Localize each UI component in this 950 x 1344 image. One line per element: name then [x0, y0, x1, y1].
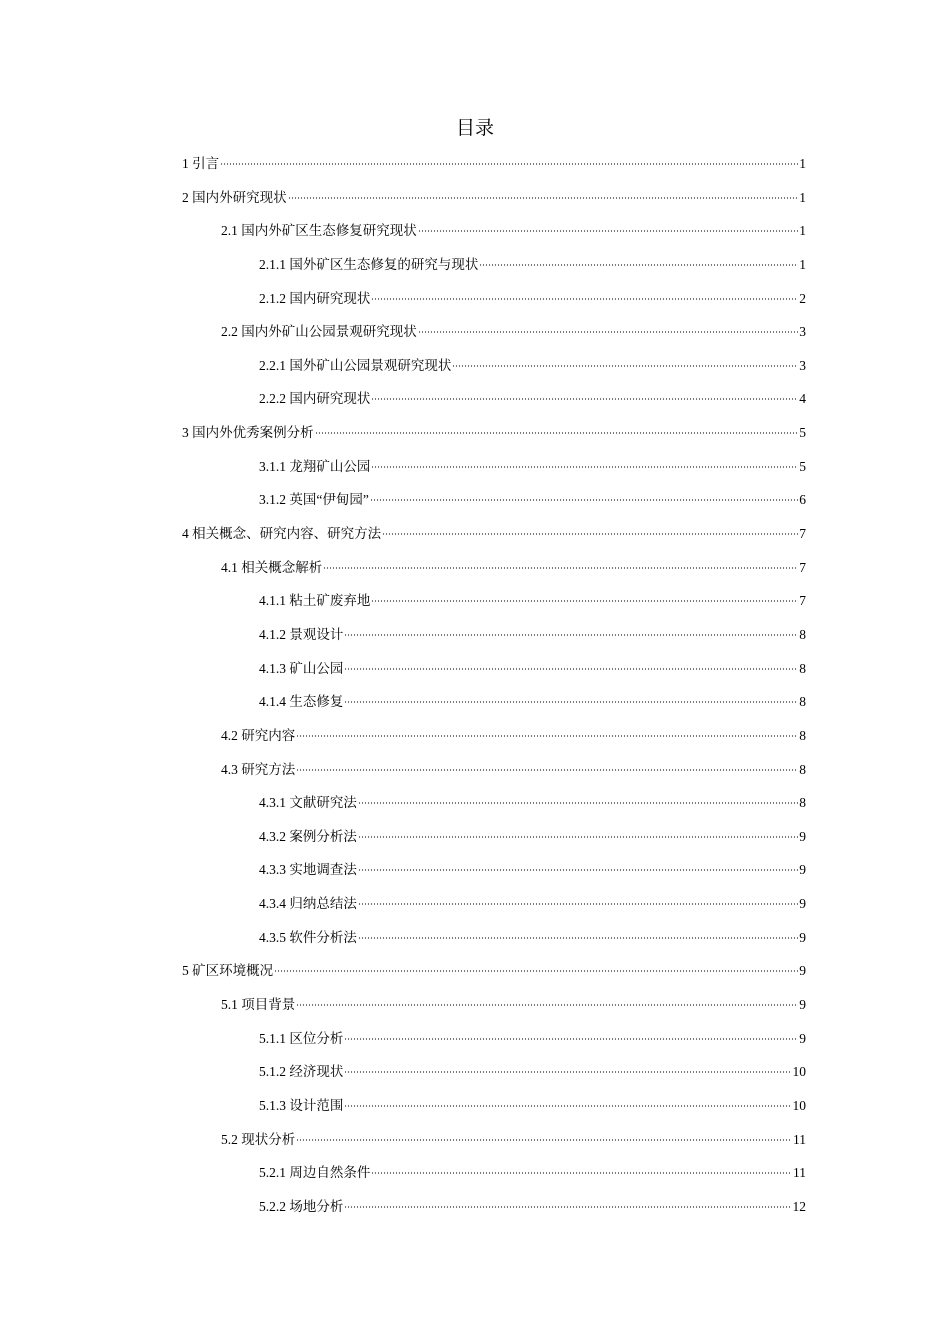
dot-leader — [220, 163, 798, 165]
toc-entry-page-number: 11 — [793, 1131, 806, 1147]
toc-list — [182, 152, 806, 1229]
toc-entry-page-number: 1 — [799, 256, 806, 272]
toc-entry-label: 4.1.2 景观设计 — [259, 626, 344, 642]
toc-entry-label: 5.1.2 经济现状 — [259, 1064, 344, 1080]
toc-entry-label: 3.1.2 英国“伊甸园” — [259, 492, 369, 508]
dot-leader — [288, 197, 799, 199]
dot-leader — [274, 970, 798, 972]
toc-entry-label: 5.2.2 场地分析 — [259, 1198, 344, 1214]
toc-entry-page-number: 1 — [799, 189, 806, 205]
toc-entry-page-number: 9 — [799, 896, 806, 912]
dot-leader — [479, 264, 798, 266]
dot-leader — [296, 1139, 792, 1141]
toc-entry-label: 2.2.1 国外矿山公园景观研究现状 — [259, 357, 452, 373]
toc-entry[interactable] — [182, 455, 806, 489]
toc-entry-label: 5.2.1 周边自然条件 — [259, 1165, 371, 1181]
toc-entry[interactable] — [182, 1195, 806, 1229]
toc-entry-label: 4.3.2 案例分析法 — [259, 828, 357, 844]
toc-entry-page-number: 8 — [799, 694, 806, 710]
toc-entry[interactable] — [182, 152, 806, 186]
toc-entry-page-number: 4 — [799, 391, 806, 407]
toc-entry-label: 5.2 现状分析 — [221, 1131, 296, 1147]
dot-leader — [370, 499, 798, 501]
toc-entry-label: 4.1 相关概念解析 — [221, 559, 323, 575]
toc-entry[interactable] — [182, 387, 806, 421]
toc-entry[interactable] — [182, 219, 806, 253]
dot-leader — [344, 1206, 791, 1208]
toc-entry-page-number: 9 — [799, 1030, 806, 1046]
toc-entry[interactable] — [182, 522, 806, 556]
toc-entry[interactable] — [182, 825, 806, 859]
toc-entry-label: 4.3.4 归纳总结法 — [259, 896, 357, 912]
toc-entry[interactable] — [182, 354, 806, 388]
toc-entry[interactable] — [182, 421, 806, 455]
toc-entry-label: 5 矿区环境概况 — [182, 963, 274, 979]
toc-entry-page-number: 9 — [799, 963, 806, 979]
dot-leader — [418, 230, 799, 232]
toc-entry[interactable] — [182, 858, 806, 892]
toc-entry-label: 4.1.3 矿山公园 — [259, 660, 344, 676]
dot-leader — [371, 398, 798, 400]
toc-entry[interactable] — [182, 623, 806, 657]
toc-entry[interactable] — [182, 320, 806, 354]
dot-leader — [371, 1172, 792, 1174]
toc-entry-label: 5.1.1 区位分析 — [259, 1030, 344, 1046]
toc-entry-page-number: 8 — [799, 761, 806, 777]
toc-entry[interactable] — [182, 556, 806, 590]
toc-entry-label: 2.1 国内外矿区生态修复研究现状 — [221, 223, 417, 239]
toc-entry-page-number: 12 — [792, 1198, 806, 1214]
toc-entry-label: 4.2 研究内容 — [221, 727, 296, 743]
dot-leader — [452, 365, 798, 367]
toc-entry-page-number: 3 — [799, 324, 806, 340]
toc-entry[interactable] — [182, 1094, 806, 1128]
dot-leader — [358, 937, 798, 939]
dot-leader — [382, 533, 798, 535]
toc-entry-page-number: 8 — [799, 660, 806, 676]
toc-entry[interactable] — [182, 1027, 806, 1061]
dot-leader — [358, 903, 798, 905]
dot-leader — [371, 600, 798, 602]
toc-entry-page-number: 8 — [799, 626, 806, 642]
toc-entry-page-number: 1 — [799, 156, 806, 171]
toc-entry-label: 4.3.3 实地调查法 — [259, 862, 357, 878]
toc-entry-label: 2.1.2 国内研究现状 — [259, 290, 371, 306]
toc-entry-page-number: 9 — [799, 929, 806, 945]
toc-entry-page-number: 9 — [799, 997, 806, 1013]
dot-leader — [344, 1071, 791, 1073]
toc-entry-page-number: 6 — [799, 492, 806, 508]
dot-leader — [371, 298, 798, 300]
dot-leader — [344, 634, 798, 636]
toc-entry-page-number: 10 — [792, 1097, 806, 1113]
toc-entry-page-number: 3 — [799, 357, 806, 373]
toc-entry-page-number: 7 — [799, 526, 806, 542]
toc-entry-label: 2.1.1 国外矿区生态修复的研究与现状 — [259, 256, 479, 272]
toc-entry-label: 3 国内外优秀案例分析 — [182, 425, 314, 441]
toc-entry[interactable] — [182, 1161, 806, 1195]
toc-entry[interactable] — [182, 186, 806, 220]
dot-leader — [358, 836, 798, 838]
toc-entry-page-number: 5 — [799, 458, 806, 474]
toc-entry-label: 3.1.1 龙翔矿山公园 — [259, 458, 371, 474]
toc-entry-label: 5.1.3 设计范围 — [259, 1097, 344, 1113]
toc-entry[interactable] — [182, 724, 806, 758]
toc-entry[interactable] — [182, 791, 806, 825]
toc-entry-page-number: 11 — [793, 1165, 806, 1181]
toc-entry-label: 4.3.5 软件分析法 — [259, 929, 357, 945]
dot-leader — [296, 769, 798, 771]
toc-entry-page-number: 7 — [799, 559, 806, 575]
toc-entry-label: 2.2 国内外矿山公园景观研究现状 — [221, 324, 417, 340]
dot-leader — [323, 567, 798, 569]
toc-entry-page-number: 9 — [799, 828, 806, 844]
toc-entry[interactable] — [182, 892, 806, 926]
toc-entry-label: 4.1.1 粘土矿废弃地 — [259, 593, 371, 609]
toc-entry-page-number: 7 — [799, 593, 806, 609]
toc-entry[interactable] — [182, 926, 806, 960]
toc-entry-page-number: 9 — [799, 862, 806, 878]
toc-entry[interactable] — [182, 287, 806, 321]
toc-entry-page-number: 8 — [799, 795, 806, 811]
toc-entry[interactable] — [182, 488, 806, 522]
dot-leader — [418, 331, 799, 333]
toc-title: 目录 — [455, 118, 494, 139]
dot-leader — [358, 802, 798, 804]
toc-entry[interactable] — [182, 690, 806, 724]
dot-leader — [296, 735, 798, 737]
toc-entry[interactable] — [182, 1060, 806, 1094]
toc-entry-label: 4.1.4 生态修复 — [259, 694, 344, 710]
toc-entry-label: 4.3.1 文献研究法 — [259, 795, 357, 811]
toc-entry[interactable] — [182, 993, 806, 1027]
toc-entry-page-number: 10 — [792, 1064, 806, 1080]
toc-entry[interactable] — [182, 657, 806, 691]
toc-entry-label: 1 引言 — [182, 156, 220, 171]
toc-entry-label: 5.1 项目背景 — [221, 997, 296, 1013]
toc-entry-label: 4.3 研究方法 — [221, 761, 296, 777]
dot-leader — [344, 668, 798, 670]
toc-entry-page-number: 8 — [799, 727, 806, 743]
toc-entry-label: 2.2.2 国内研究现状 — [259, 391, 371, 407]
toc-entry[interactable] — [182, 959, 806, 993]
toc-entry-label: 2 国内外研究现状 — [182, 189, 287, 205]
dot-leader — [296, 1004, 798, 1006]
dot-leader — [344, 701, 798, 703]
toc-entry-page-number: 2 — [799, 290, 806, 306]
dot-leader — [344, 1105, 791, 1107]
dot-leader — [315, 432, 799, 434]
dot-leader — [344, 1038, 798, 1040]
toc-entry[interactable] — [182, 1128, 806, 1162]
toc-entry-page-number: 5 — [799, 425, 806, 441]
toc-entry-page-number: 1 — [799, 223, 806, 239]
dot-leader — [358, 869, 798, 871]
toc-entry[interactable] — [182, 253, 806, 287]
toc-entry-label: 4 相关概念、研究内容、研究方法 — [182, 526, 382, 542]
dot-leader — [371, 466, 798, 468]
toc-entry[interactable] — [182, 758, 806, 792]
toc-entry[interactable] — [182, 589, 806, 623]
